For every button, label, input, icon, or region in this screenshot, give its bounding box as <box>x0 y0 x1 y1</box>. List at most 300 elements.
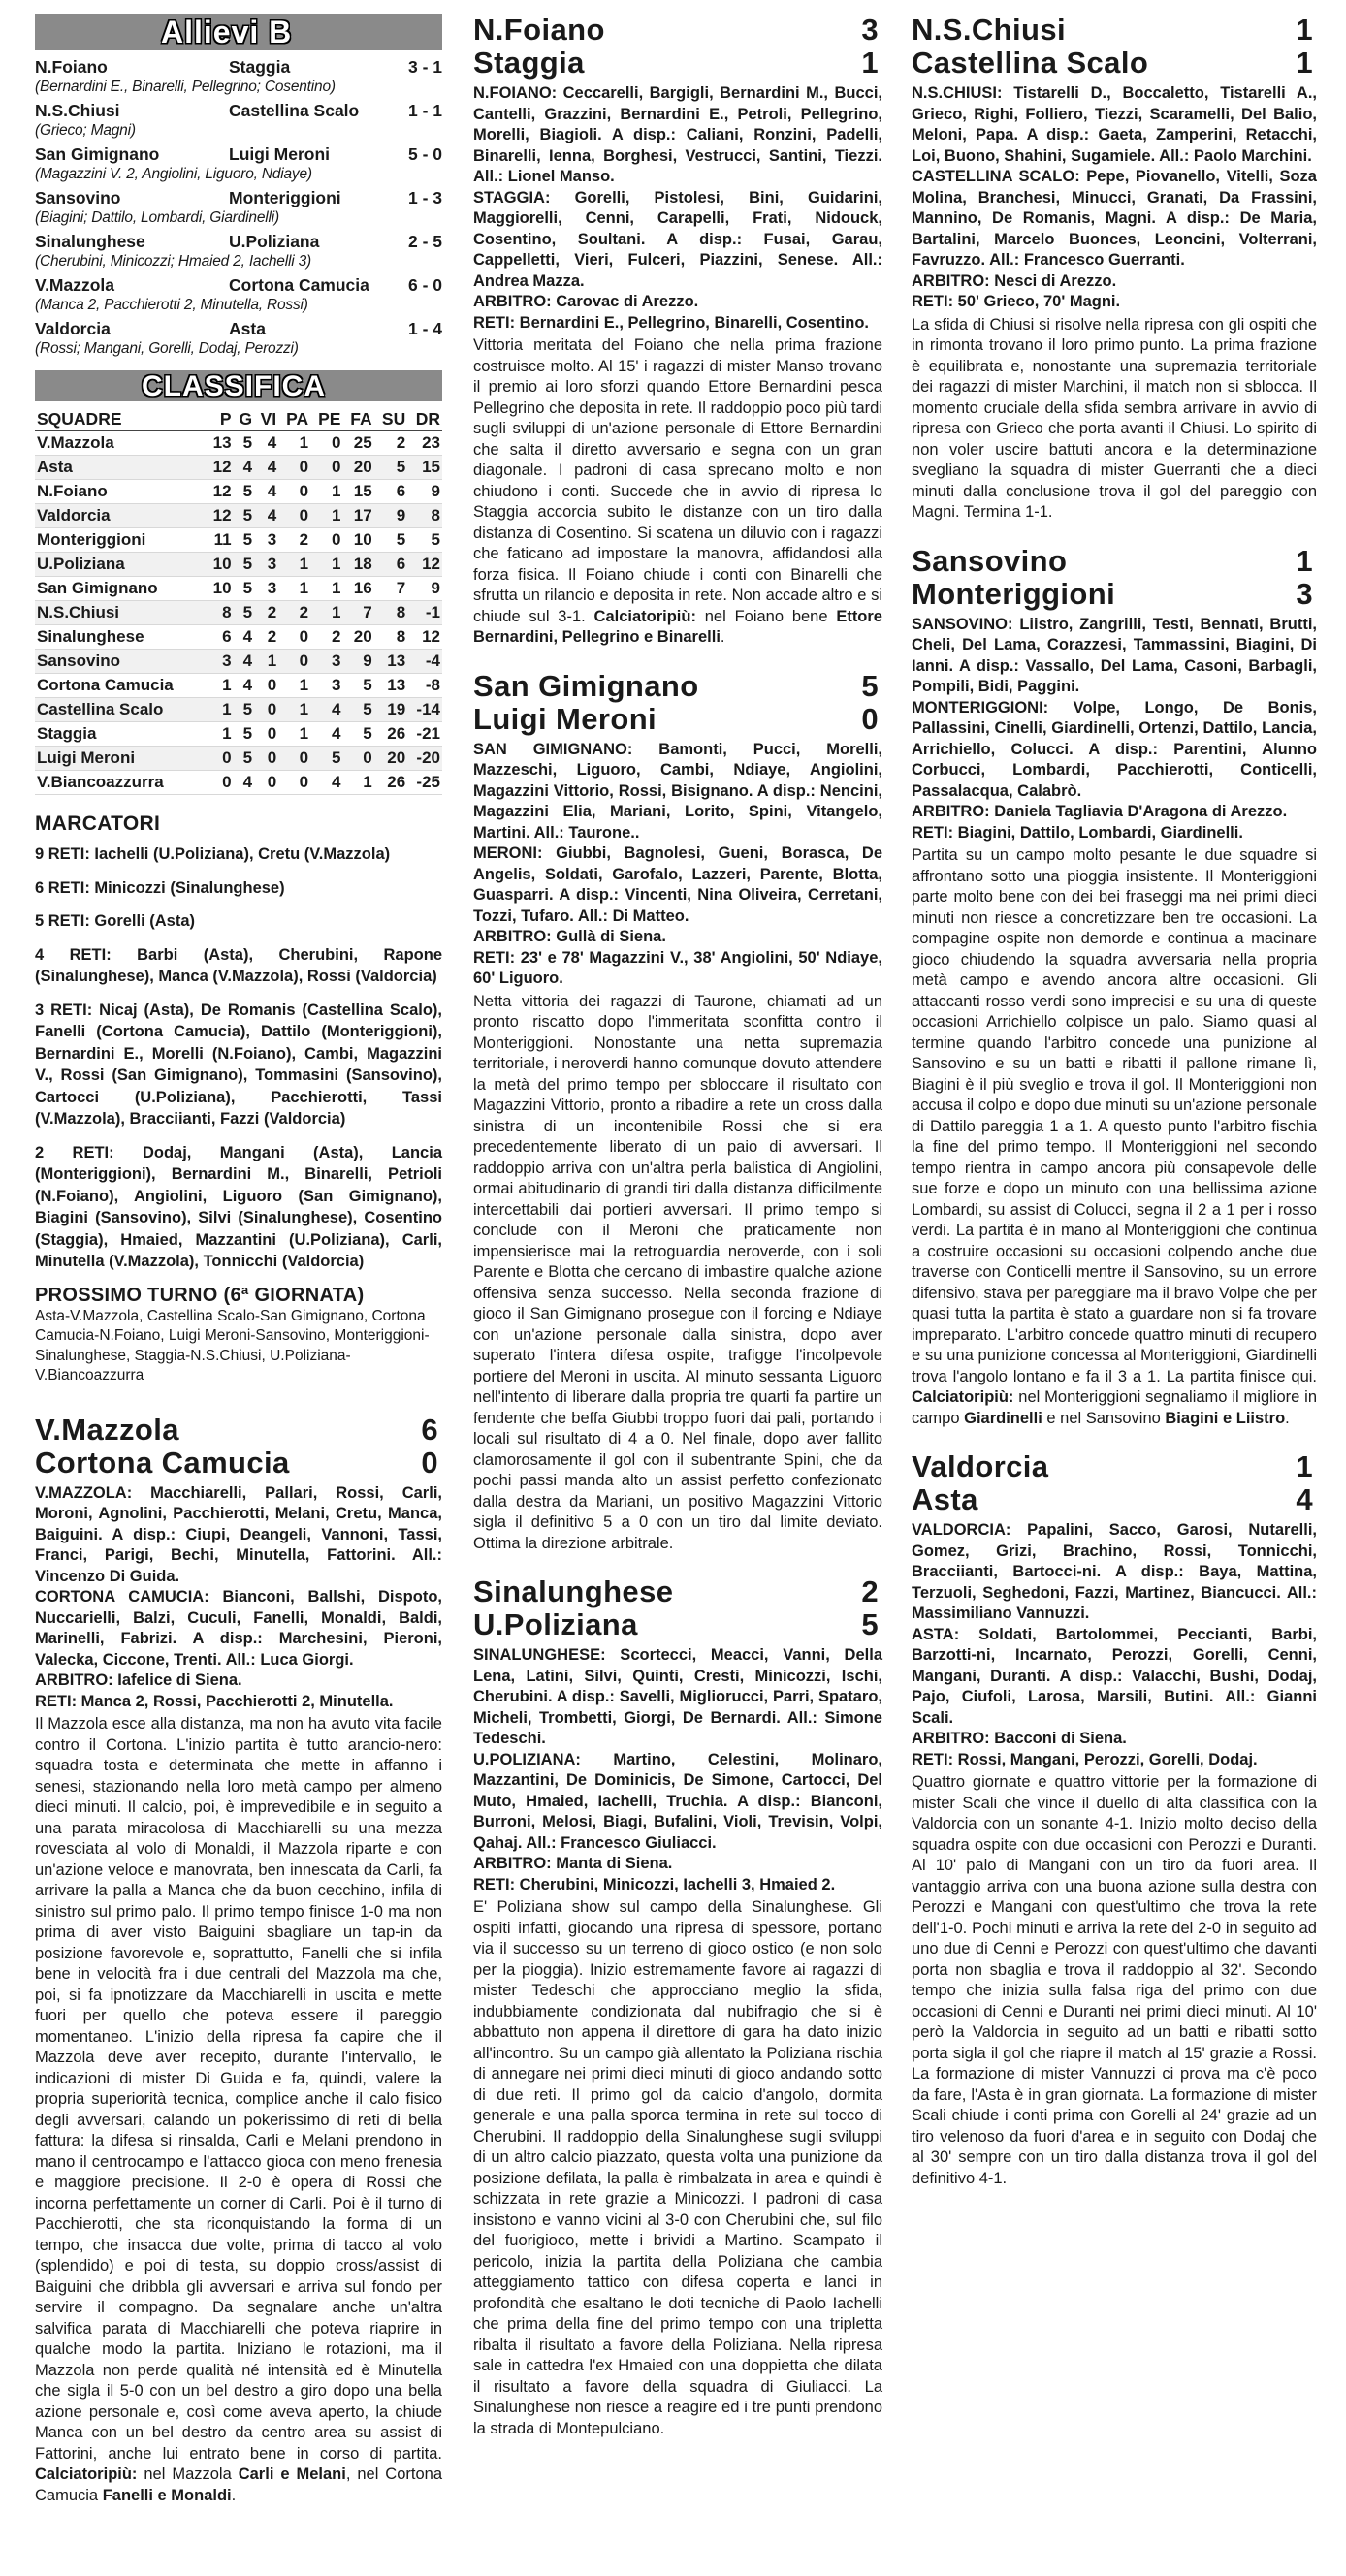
calcio-text: nel Monteriggioni segnaliamo il migliore in campo <box>912 1388 1317 1427</box>
standings-cell: 9 <box>342 650 373 674</box>
standings-cell: 12 <box>207 456 234 480</box>
match-away-line <box>473 47 882 80</box>
standings-cell: 4 <box>254 431 278 456</box>
result-away: Cortona Camucia <box>229 275 369 295</box>
result-home: N.Foiano <box>35 57 108 77</box>
result-item <box>35 318 442 359</box>
standings-cell: 2 <box>278 528 310 553</box>
standings-cell: 9 <box>407 577 442 601</box>
match-home: Sansovino <box>912 543 1068 578</box>
standings-cell: 5 <box>342 674 373 698</box>
standings-cell: 5 <box>342 698 373 722</box>
standings-cell: 4 <box>254 480 278 504</box>
result-home: V.Mazzola <box>35 275 115 295</box>
standings-cell: 1 <box>278 577 310 601</box>
referee: ARBITRO: Gullà di Siena. <box>473 928 666 945</box>
match-away: Staggia <box>473 46 585 80</box>
team-name: Asta <box>35 456 207 480</box>
standings-cell: 1 <box>310 553 342 577</box>
lineup-home: N.FOIANO: Ceccarelli, Bargigli, Bernardini M., Bucci, Cantelli, Grazzini, Bernardini E., Petroli, Pellegrino, Morelli, Biagioli. A disp.: Caliani, Ronzini, Padelli, Binarelli, Ienna, Borghesi, Vestrucci, Santini, Tiezzi. All.: Lionel Manso. <box>473 84 882 185</box>
match-away-line <box>912 578 1317 611</box>
goals: RETI: Biagini, Dattilo, Lombardi, Giardinelli. <box>912 823 1243 842</box>
result-score: 1 - 4 <box>407 319 442 338</box>
match-away-line <box>912 1483 1317 1516</box>
match-away-line <box>912 47 1317 80</box>
calcio-label: Calciatoripiù: <box>35 2465 138 2483</box>
match-away: U.Poliziana <box>473 1607 638 1641</box>
standings-row <box>35 698 442 722</box>
column-right <box>912 14 1317 2210</box>
match-away: Asta <box>912 1482 978 1516</box>
result-home: San Gimignano <box>35 144 160 164</box>
standings-cell: 1 <box>342 771 373 795</box>
standings-cell: 0 <box>278 771 310 795</box>
lineup-away: MERONI: Giubbi, Bagnolesi, Gueni, Borasca, De Angelis, Soldati, Garofalo, Lazzeri, Parente, Blotta, Guasparri. A disp.: Vincenti, Nina Oliveira, Cerretani, Tozzi, Tufaro. All.: Di Matteo. <box>473 844 882 925</box>
calcio-text: nel Foiano bene <box>695 607 837 625</box>
standings-row <box>35 674 442 698</box>
standings-cell: 7 <box>342 601 373 625</box>
match-valdorcia <box>912 1450 1317 2189</box>
standings-cell: 5 <box>407 528 442 553</box>
standings-cell: 0 <box>342 747 373 771</box>
standings-cell: 1 <box>278 722 310 747</box>
prossimo-text: Asta-V.Mazzola, Castellina Scalo-San Gimignano, Cortona Camucia-N.Foiano, Luigi Meroni-Sansovino, Monteriggioni-Sinalunghese, Staggia-N.S.Chiusi, U.Poliziana-V.Biancoazzurra <box>35 1307 430 1383</box>
standings-cell: 1 <box>207 674 234 698</box>
standings-cell: 5 <box>234 480 255 504</box>
standings-cell: 3 <box>207 650 234 674</box>
team-name: San Gimignano <box>35 577 207 601</box>
match-away-line <box>473 703 882 736</box>
standings-cell: 5 <box>234 722 255 747</box>
match-report <box>473 335 882 649</box>
standings-cell: 4 <box>234 674 255 698</box>
result-score: 5 - 0 <box>407 144 442 164</box>
standings-cell: 1 <box>207 698 234 722</box>
standings-cell: 0 <box>207 771 234 795</box>
standings-row <box>35 625 442 650</box>
goals: RETI: Rossi, Mangani, Perozzi, Gorelli, Dodaj. <box>912 1750 1258 1768</box>
team-name: Monteriggioni <box>35 528 207 553</box>
calcio-label: Calciatoripiù: <box>912 1388 1014 1406</box>
col-header: PE <box>310 407 342 431</box>
standings-row <box>35 601 442 625</box>
result-score: 1 - 3 <box>407 188 442 207</box>
standings-cell: 3 <box>310 650 342 674</box>
standings-cell: 15 <box>342 480 373 504</box>
standings-row <box>35 504 442 528</box>
result-score: 2 - 5 <box>407 232 442 251</box>
prossimo-title: PROSSIMO TURNO (6ª GIORNATA) <box>35 1284 365 1306</box>
marcatori-group: 4 RETI: Barbi (Asta), Cherubini, Rapone (Sinalunghese), Manca (V.Mazzola), Rossi (Valdorcia) <box>35 945 442 985</box>
standings-cell: 3 <box>310 674 342 698</box>
standings-cell: 1 <box>278 431 310 456</box>
standings-cell: 1 <box>278 674 310 698</box>
lineup-away: CASTELLINA SCALO: Pepe, Piovanello, Vitelli, Soza Molina, Branchesi, Minucci, Granati, Da Frassini, Mannino, De Romanis, Magni. A disp.: De Maria, Bartalini, Marcelo Buonces, Leoncini, Volterrani, Favruzzo. All.: Francesco Guerranti. <box>912 168 1317 269</box>
standings-row <box>35 553 442 577</box>
referee: ARBITRO: Nesci di Arezzo. <box>912 271 1117 290</box>
standings-cell: 2 <box>310 625 342 650</box>
match-away-score: 0 <box>421 1445 438 1479</box>
team-name: Cortona Camucia <box>35 674 207 698</box>
referee: ARBITRO: Carovac di Arezzo. <box>473 293 699 310</box>
result-home: Sinalunghese <box>35 232 145 251</box>
lineup-away: U.POLIZIANA: Martino, Celestini, Molinaro, Mazzantini, De Dominicis, De Simone, Cartocci, Del Muto, Hmaied, Iachelli, Truchia. A disp.: Bianconi, Burroni, Melosi, Biagi, Bufalini, Violi, Trevisin, Volpi, Qahaj. All.: Francesco Giuliacci. <box>473 1750 882 1852</box>
result-item <box>35 100 442 141</box>
match-away: Luigi Meroni <box>473 701 657 736</box>
classifica-banner <box>35 370 442 401</box>
match-away: Cortona Camucia <box>35 1445 290 1479</box>
match-home: Sinalunghese <box>473 1574 674 1608</box>
result-home: Sansovino <box>35 188 121 207</box>
standings-cell: 6 <box>374 553 408 577</box>
standings-cell: 4 <box>254 456 278 480</box>
standings-header-row <box>35 407 442 431</box>
marcatori-group: 2 RETI: Dodaj, Mangani (Asta), Lancia (Monteriggioni), Bernardini M., Binarelli, Petrioli (N.Foiano), Angiolini, Liguoro (San Gimignano), Biagini (Sansovino), Silvi (Sinalunghese), Cosentino (Staggia), Hmaied, Mazzantini (U.Poliziana), Carli, Minutella (V.Mazzola), Tonnicchi (Valdorcia) <box>35 1143 442 1270</box>
standings-cell: 4 <box>234 771 255 795</box>
match-report: La sfida di Chiusi si risolve nella ripresa con gli ospiti che in rimonta trovano il loro primo punto. La prima frazione è equilibrata e, nonostante una supremazia territoriale dei ragazzi di mister Marchini, il match non si sblocca. Il momento cruciale della sfida sembra arrivare in avvio di ripresa con Grieco che porta avanti il Chiusi. Lo spirito di non voler uscire battuti ancora e la determinazione svegliano la squadra di mister Guerranti che a dieci minuti dalla conclusione trova il gol del pareggio con Magni. Termina 1-1. <box>912 315 1317 521</box>
referee: ARBITRO: Daniela Tagliavia D'Aragona di Arezzo. <box>912 803 1288 820</box>
standings-cell: 1 <box>310 480 342 504</box>
standings-cell: 3 <box>254 553 278 577</box>
match-home-score: 3 <box>861 13 879 47</box>
standings-cell: 9 <box>374 504 408 528</box>
standings-cell: 20 <box>342 625 373 650</box>
standings-cell: 8 <box>374 625 408 650</box>
marcatori-title: MARCATORI <box>35 812 161 835</box>
result-scorers: (Magazzini V. 2, Angiolini, Liguoro, Ndiaye) <box>35 166 312 182</box>
report-text: Partita su un campo molto pesante le due squadre si affrontano sotto una pioggia insistente. Il Monteriggioni parte molto bene con dei bei fraseggi ma nei primi dieci minuti non riesce a concretizzare ben tre occasioni. La compagine ospite non demorde e continua a macinare gioco chiudendo la squadra avversaria nella propria metà campo e avendo ancora altre occasioni. Gli attaccanti rosso verdi sono imprecisi e su una di queste occasioni Arrichiello colpisce un palo. Siamo quasi al termine quando l'arbitro concede una punizione al Sansovino e su un batti e ribatti il pallone rimane lì, Biagini è il più sveglio e trova il gol. Il Monteriggioni non accusa il colpo e dopo due minuti su un'azione personale di Dattilo pareggia 1 a 1. A questo punto l'arbitro fischia la fine del primo tempo. Il Monteriggioni nel secondo tempo rientra in campo ancora più consapevole delle sue forze e dopo un minuto con una bellissima azione Lombardi, su assist di Colucci, segna il 2 a 1 per i rosso verdi. La partita è in mano al Monteriggioni che continua a costruire occasioni su occasioni colpendo anche due traverse con Conticelli mentre il Sansovino, su un errore difensivo, stava per pareggiare ma il bravo Volpe che per quasi tutta la partita è stato a guardare non si fa trovare impreparato. L'arbitro concede quattro minuti di recupero e su una punizione concessa al Monteriggioni, Giardinelli trova l'angolo lontano e fa il 3 a 1. La partita finisce qui. <box>912 846 1317 1385</box>
standings-row <box>35 480 442 504</box>
result-away: U.Poliziana <box>229 232 320 251</box>
result-scorers: (Grieco; Magni) <box>35 122 136 139</box>
standings-cell: 0 <box>310 431 342 456</box>
standings-cell: 5 <box>234 577 255 601</box>
match-away-score: 1 <box>1296 46 1313 80</box>
match-away-line <box>473 1608 882 1641</box>
lineup-home: SANSOVINO: Liistro, Zangrilli, Testi, Bennati, Brutti, Cheli, Del Lama, Corazzesi, Tammassini, Biagini, Di Ianni. A disp.: Vassallo, Del Lama, Casoni, Barbagli, Pompili, Bidi, Paggini. <box>912 615 1317 695</box>
goals: RETI: 50' Grieco, 70' Magni. <box>912 293 1121 310</box>
result-away: Monteriggioni <box>229 188 341 207</box>
standings-cell: 4 <box>310 698 342 722</box>
match-home-score: 6 <box>421 1412 438 1447</box>
team-name: Staggia <box>35 722 207 747</box>
calcio-end: . <box>720 628 725 646</box>
match-home-line <box>912 1450 1317 1483</box>
standings-cell: 12 <box>407 553 442 577</box>
match-sangimignano <box>473 670 882 1555</box>
team-name: V.Mazzola <box>35 431 207 456</box>
match-report: E' Poliziana show sul campo della Sinalunghese. Gli ospiti infatti, giocando una ripresa di spessore, portano via il successo su un terreno di gioco ostico (e non solo per la pioggia). Inizio estremamente favore ai ragazzi di mister Tedeschi che approcciano meglio la sfida, indubbiamente condizionata dal nubifragio che si è abbattuto non appena il direttore di gara ha dato inizio all'incontro. Su un campo già allentato la Poliziana rischia di annegare nei primi dieci minuti di gioco andando sotto di due reti. Il primo gol da calcio d'angolo, dormita generale e una palla sporca termina in rete sul tocco di Cherubini. Il raddoppio della Sinalunghese sugli sviluppi di un altro calcio piazzato, questa volta una punizione da posizione defilata, la palla è rimbalzata in area e quindi è schizzata in rete grazie a Minicozzi. I padroni di casa insistono e vanno vicini al 3-0 con Cherubini che, sul filo del fuorigioco, mette i brividi a Martino. Scampato il pericolo, inizia la partita della Poliziana che cambia atteggiamento tattico con difesa coperta e lanci in profondità che esaltano le doti tecniche di Paolo Iachelli che prima della fine del primo tempo con una tripletta ribalta il risultato a favore della Poliziana. Nella ripresa sale in cattedra l'ex Hmaied con una doppietta che dilata il risultato a favore della squadra di Giuliacci. La Sinalunghese non riesce a reagire ed i tre punti prendono la strada di Montepulciano. <box>473 1898 882 2437</box>
match-report <box>35 1714 442 2506</box>
match-sinalunghese <box>473 1575 882 2439</box>
standings-cell: 5 <box>234 601 255 625</box>
standings-table <box>35 407 442 795</box>
standings-cell: 4 <box>310 722 342 747</box>
col-header: P <box>207 407 234 431</box>
calcio-names2: Fanelli e Monaldi <box>102 2486 232 2504</box>
col-header: G <box>234 407 255 431</box>
standings-row <box>35 650 442 674</box>
marcatori-group: 3 RETI: Nicaj (Asta), De Romanis (Castellina Scalo), Fanelli (Cortona Camucia), Dattilo (Monteriggioni), Bernardini E., Morelli (N.Foiano), Cambi, Magazzini V., Rossi (San Gimignano), Tommasini (Sansovino), Cartocci (U.Poliziana), Pacchierotti, Tassi (V.Mazzola), Bracciianti, Fazzi (Valdorcia) <box>35 1001 442 1128</box>
lineup-away: STAGGIA: Gorelli, Pistolesi, Bini, Guidarini, Maggiorelli, Cenni, Carapelli, Frati, Nidouck, Cosentino, Soultani. A disp.: Fusai, Garau, Cappelletti, Vieri, Fulceri, Piazzini, Senese. All.: Andrea Mazza. <box>473 188 882 290</box>
match-home-score: 5 <box>861 668 879 703</box>
result-item <box>35 231 442 271</box>
standings-cell: 0 <box>254 698 278 722</box>
result-score: 6 - 0 <box>407 275 442 295</box>
match-home: N.S.Chiusi <box>912 13 1067 47</box>
standings-cell: 4 <box>234 456 255 480</box>
calcio-end: . <box>231 2486 237 2504</box>
result-away: Staggia <box>229 57 291 77</box>
match-away-score: 3 <box>1296 576 1313 611</box>
standings-cell: 3 <box>254 528 278 553</box>
standings-cell: 5 <box>234 504 255 528</box>
team-name: U.Poliziana <box>35 553 207 577</box>
team-name: V.Biancoazzurra <box>35 771 207 795</box>
standings-cell: 1 <box>207 722 234 747</box>
team-name: Sinalunghese <box>35 625 207 650</box>
result-score: 3 - 1 <box>407 57 442 77</box>
standings-cell: 5 <box>310 747 342 771</box>
calcio-text: nel Mazzola <box>137 2465 239 2483</box>
marcatori-group: 9 RETI: Iachelli (U.Poliziana), Cretu (V.Mazzola) <box>35 845 391 863</box>
match-away: Monteriggioni <box>912 576 1116 611</box>
referee: ARBITRO: Manta di Siena. <box>473 1855 673 1872</box>
calcio-label: Calciatoripiù: <box>593 607 696 625</box>
result-away: Castellina Scalo <box>229 101 360 120</box>
match-away-score: 4 <box>1296 1482 1313 1516</box>
referee: ARBITRO: Iafelice di Siena. <box>35 1671 242 1689</box>
team-name: N.Foiano <box>35 480 207 504</box>
standings-cell: 0 <box>278 625 310 650</box>
match-away-score: 1 <box>861 46 879 80</box>
standings-cell: 13 <box>207 431 234 456</box>
col-header: FA <box>342 407 373 431</box>
goals: RETI: Cherubini, Minicozzi, Iachelli 3, Hmaied 2. <box>473 1875 836 1893</box>
standings-cell: 5 <box>234 528 255 553</box>
result-item <box>35 143 442 184</box>
report-text: Vittoria meritata del Foiano che nella prima frazione costruisce molto. Al 15' i ragazzi di mister Manso trovano il premio ai loro sforzi quando Ettore Bernardini pesca Pellegrino che deposita in rete. Il raddoppio poco più tardi sugli sviluppi di un'azione personale di Ettore Bernardini che salta il diretto avversario e segna con un gran diagonale. I padroni di casa sprecano molto e non chiudono i conti. Succede che in avvio di ripresa lo Staggia accorcia subito le distanze con un tiro dalla distanza di Cosentino. Si scatena un diluvio con i ragazzi che faticano ad impostare la manovra, affidandosi alla forza fisica. Il Foiano chiude i conti con Binarelli che sfrutta un rilancio e deposita in rete. Non accade altro e si chiude sul 3-1. <box>473 336 882 625</box>
result-scorers: (Manca 2, Pacchierotti 2, Minutella, Rossi) <box>35 297 308 313</box>
standings-cell: 26 <box>374 722 408 747</box>
standings-cell: 0 <box>254 771 278 795</box>
calcio-names: Giardinelli <box>964 1409 1042 1427</box>
result-home: Valdorcia <box>35 319 111 338</box>
standings-cell: 6 <box>374 480 408 504</box>
marcatori-list <box>35 843 442 1273</box>
standings-cell: 6 <box>207 625 234 650</box>
standings-cell: 1 <box>310 577 342 601</box>
match-report <box>912 845 1317 1429</box>
lineup-home: SAN GIMIGNANO: Bamonti, Pucci, Morelli, Mazzeschi, Liguoro, Cambi, Ndiaye, Angiolini, Magazzini Vittorio, Rossi, Bisignano. A disp.: Nencini, Magazzini Elia, Mariani, Lorito, Spini, Vitangelo, Martini. All.: Taurone.. <box>473 740 882 842</box>
result-item <box>35 274 442 315</box>
standings-row <box>35 456 442 480</box>
standings-cell: 17 <box>342 504 373 528</box>
team-name: Valdorcia <box>35 504 207 528</box>
lineup-home: VALDORCIA: Papalini, Sacco, Garosi, Nutarelli, Gomez, Grizi, Brachino, Rossi, Tonnicchi, Bracciianti, Bartocci-ni. A disp.: Baya, Mattina, Terzuoli, Seghedoni, Fazzi, Martinez, Biancucci. All.: Massimiliano Vannuzzi. <box>912 1521 1317 1622</box>
col-header: VI <box>254 407 278 431</box>
results-list <box>35 56 442 359</box>
standings-row <box>35 722 442 747</box>
result-item <box>35 56 442 97</box>
standings-cell: 18 <box>342 553 373 577</box>
standings-cell: 10 <box>207 553 234 577</box>
column-middle <box>473 14 882 2461</box>
allievi-title: Allievi B <box>161 15 293 49</box>
standings-cell: 16 <box>342 577 373 601</box>
result-away: Asta <box>229 319 266 338</box>
lineup-away: MONTERIGGIONI: Volpe, Longo, De Bonis, Pallassini, Cinelli, Giardinelli, Ortenzi, Dattilo, Lancia, Arrichiello, Colucci. A disp.: Parentini, Alunno Corbucci, Lombardi, Pacchierotti, Conticelli, Passalacqua, Calabrò. <box>912 698 1317 800</box>
marcatori-group: 5 RETI: Gorelli (Asta) <box>35 912 196 930</box>
match-home-line <box>473 1575 882 1608</box>
standings-row <box>35 771 442 795</box>
goals: RETI: Manca 2, Rossi, Pacchierotti 2, Minutella. <box>35 1692 394 1710</box>
standings-cell: 2 <box>254 601 278 625</box>
match-home-score: 1 <box>1296 13 1313 47</box>
team-name: Sansovino <box>35 650 207 674</box>
standings-cell: -1 <box>407 601 442 625</box>
team-name: N.S.Chiusi <box>35 601 207 625</box>
standings-cell: 4 <box>254 504 278 528</box>
marcatori-group: 6 RETI: Minicozzi (Sinalunghese) <box>35 878 285 897</box>
standings-cell: 0 <box>278 480 310 504</box>
result-item <box>35 187 442 228</box>
calcio-names: Carli e Melani <box>238 2465 346 2483</box>
standings-cell: 10 <box>207 577 234 601</box>
lineup-home: SINALUNGHESE: Scortecci, Meacci, Vanni, Della Lena, Latini, Silvi, Quinti, Cresti, Minicozzi, Ischi, Cherubini. A disp.: Savelli, Migliorucci, Parri, Spataro, Micheli, Trombetti, Giorgi, De Bernardi. All.: Simone Tedeschi. <box>473 1646 882 1747</box>
standings-cell: 2 <box>374 431 408 456</box>
match-home: San Gimignano <box>473 668 699 703</box>
standings-cell: 12 <box>207 480 234 504</box>
standings-cell: 1 <box>278 698 310 722</box>
standings-row <box>35 747 442 771</box>
result-score: 1 - 1 <box>407 101 442 120</box>
standings-cell: 0 <box>254 747 278 771</box>
lineup-home: V.MAZZOLA: Macchiarelli, Pallari, Rossi, Carli, Moroni, Agnolini, Pacchierotti, Melani, Cretu, Manca, Baiguini. A disp.: Ciupi, Deangeli, Vannoni, Tassi, Franci, Parigi, Bechi, Minutella, Fattorini. All.: Vincenzo Di Guida. <box>35 1483 442 1585</box>
referee: ARBITRO: Bacconi di Siena. <box>912 1730 1127 1747</box>
standings-body <box>35 431 442 795</box>
calcio-names: Ettore Bernardini, Pellegrino e Binarelli <box>473 607 882 646</box>
result-scorers: (Rossi; Mangani, Gorelli, Dodaj, Perozzi) <box>35 340 299 357</box>
standings-cell: 5 <box>234 431 255 456</box>
match-away: Castellina Scalo <box>912 46 1149 80</box>
standings-row <box>35 528 442 553</box>
standings-cell: 20 <box>374 747 408 771</box>
standings-cell: 10 <box>342 528 373 553</box>
calcio-tail: , nel Cortona Camucia <box>35 2465 442 2504</box>
goals: RETI: 23' e 78' Magazzini V., 38' Angiolini, 50' Ndiaye, 60' Liguoro. <box>473 948 882 987</box>
standings-cell: 0 <box>278 650 310 674</box>
report-text: Il Mazzola esce alla distanza, ma non ha avuto vita facile contro il Cortona. L'inizio partita è tutto arancio-nero: squadra tosta e determinata che mette in affanno i senesi, stazionando nella loro metà campo per almeno dieci minuti. Il calcio, poi, è imprevedibile e in seguito a una parata miracolosa di Macchiarelli su una mezza rovesciata al volo di Monaldi, il Mazzola riparte e con un'azione veloce e manovrata, ben innescata da Carli, fa arrivare la palla a Manca che da buon cecchino, infila di sinistro sul primo palo. Il primo tempo finisce 1-0 ma non prima di aver visto Baiguini sbagliare un tap-in da posizione favorevole e, soprattutto, Fanelli che si infila bene in velocità fra i due centrali del Mazzola ma che, poi, si fa ipnotizzare da Macchiarelli in uscita e mette fuori per quello che poteva essere il pareggio momentaneo. L'inizio della ripresa fa capire che il Mazzola deve aver recepito, durante l'intervallo, le indicazioni di mister Di Guida e fa, quindi, valere la propria superiorità tecnica, complice anche il calo fisico degli avversari, calando un pokerissimo di reti di bella fattura: la difesa si rinsalda, Carli e Melani prendono in mano il centrocampo e l'attacco gioca con meno frenesia e maggiore precisione. Il 2-0 è opera di Rossi che incorna perfettamente un corner di Carli. Poi è il turno di Pacchierotti, che sta riconquistando la forma di un tempo, che insacca due volte, prima di tacco al volo (splendido) e poi di testa, su doppio cross/assist di Baiguini che dribbla gli avversari e arriva sul fondo per servire il compagno. Da segnalare anche un'altra salvifica parata di Macchiarelli che poteva riaprire in qualche modo la partita. Iniziano le rotazioni, ma il Mazzola non perde qualità né intensità ed è Minutella che sigla il 5-0 con un bel destro a giro dopo una bella azione personale e, così come aveva aperto, la chiude Manca con un bel destro da centro area su assist di Fattorini, anche lui entrato bene in corso di partita. <box>35 1715 442 2463</box>
standings-cell: 12 <box>207 504 234 528</box>
standings-cell: -21 <box>407 722 442 747</box>
standings-cell: 4 <box>310 771 342 795</box>
calcio-names2: Biagini e Liistro <box>1165 1409 1286 1427</box>
standings-cell: 8 <box>407 504 442 528</box>
match-home-score: 1 <box>1296 1449 1313 1483</box>
standings-cell: -8 <box>407 674 442 698</box>
column-left <box>35 14 442 2528</box>
result-scorers: (Bernardini E., Binarelli, Pellegrino; Cosentino) <box>35 79 336 95</box>
standings-cell: 0 <box>310 528 342 553</box>
standings-cell: 5 <box>234 698 255 722</box>
match-away-score: 5 <box>861 1607 879 1641</box>
match-home-line <box>912 14 1317 47</box>
match-home: V.Mazzola <box>35 1412 179 1447</box>
standings-cell: 2 <box>278 601 310 625</box>
standings-cell: 4 <box>234 625 255 650</box>
standings-cell: 1 <box>310 504 342 528</box>
standings-cell: 15 <box>407 456 442 480</box>
result-scorers: (Cherubini, Minicozzi; Hmaied 2, Iachelli 3) <box>35 253 311 270</box>
col-header: DR <box>407 407 442 431</box>
match-home-score: 1 <box>1296 543 1313 578</box>
match-home-line <box>912 545 1317 578</box>
col-header: PA <box>278 407 310 431</box>
match-home-line <box>35 1414 442 1447</box>
calcio-end: . <box>1285 1409 1290 1427</box>
result-home: N.S.Chiusi <box>35 101 120 120</box>
standings-cell: 0 <box>278 747 310 771</box>
result-away: Luigi Meroni <box>229 144 331 164</box>
col-header: SU <box>374 407 408 431</box>
standings-cell: 1 <box>254 650 278 674</box>
standings-cell: -4 <box>407 650 442 674</box>
standings-cell: 8 <box>207 601 234 625</box>
standings-cell: 5 <box>342 722 373 747</box>
standings-cell: 20 <box>342 456 373 480</box>
match-mazzola <box>35 1414 442 2507</box>
match-chiusi <box>912 14 1317 524</box>
match-away-score: 0 <box>861 701 879 736</box>
match-away-line <box>35 1447 442 1479</box>
col-header: SQUADRE <box>35 407 207 431</box>
standings-cell: 0 <box>207 747 234 771</box>
standings-cell: 2 <box>254 625 278 650</box>
standings-cell: 1 <box>310 601 342 625</box>
match-foiano <box>473 14 882 649</box>
match-home-line <box>473 14 882 47</box>
match-sansovino <box>912 545 1317 1430</box>
standings-cell: 1 <box>278 553 310 577</box>
lineup-away: ASTA: Soldati, Bartolommei, Peccianti, Barbi, Barzotti-ni, Incarnato, Perozzi, Gorelli, Cenni, Mangani, Duranti. A disp.: Valacchi, Bushi, Dodaj, Pajo, Ciufoli, Larosa, Marsili, Butini. All.: Gianni Scali. <box>912 1625 1317 1727</box>
standings-row <box>35 431 442 456</box>
standings-cell: 11 <box>207 528 234 553</box>
standings-cell: 5 <box>374 528 408 553</box>
calcio-tail: e nel Sansovino <box>1042 1409 1166 1427</box>
match-home-line <box>473 670 882 703</box>
standings-cell: 0 <box>254 674 278 698</box>
match-home: Valdorcia <box>912 1449 1049 1483</box>
standings-cell: 25 <box>342 431 373 456</box>
standings-cell: 0 <box>310 456 342 480</box>
standings-cell: 5 <box>234 747 255 771</box>
standings-cell: 0 <box>278 504 310 528</box>
standings-cell: 4 <box>234 650 255 674</box>
standings-cell: 12 <box>407 625 442 650</box>
standings-cell: 3 <box>254 577 278 601</box>
standings-cell: 19 <box>374 698 408 722</box>
match-report: Netta vittoria dei ragazzi di Taurone, chiamati ad un pronto riscatto dopo l'immeritata sconfitta contro il Monteriggioni. Nonostante una netta supremazia territoriale, i neroverdi hanno comunque dovuto attendere la metà del primo tempo per sbloccare il risultato con Magazzini Vittorio, pronto a ribadire a rete un cross dalla sinistra di un incontenibile Rossi che si era precedentemente liberato di un paio di avversari. Il raddoppio arriva con un'altra perla balistica di Angiolini, ormai abitudinario di grandi tiri dalla distanza difficilmente intercettabili dai portieri avversari. Il primo tempo si conclude con il Meroni che praticamente non impensierisce mai la retroguardia neroverde, con i soli Parente e Blotta che cercano di imbastire qualche azione offensiva senza successo. Nella seconda frazione di gioco il San Gimignano prosegue con il forcing e Ndiaye con un'azione personale dalla sinistra, dopo aver superato l'intera difesa ospite, trafigge l'incolpevole portiere del Meroni in uscita. Al minuto sessanta Liguoro nell'intento di liberare dalla propria tre quarti fa partire un fendente che beffa Giubbi troppo fuori dai pali, portando i locali sul risultato di 4 a 0. Nel finale, dopo aver fallito clamorosamente il gol con il subentrante Spini, che da pochi passi manda alto un assist perfetto confezionato dalla destra da Mariani, un positivo Magazzini Vittorio sigla il definitivo 5 a 0 con un tiro dal limite deviato. Ottima la direzione arbitrale. <box>473 992 882 1552</box>
standings-cell: 0 <box>278 456 310 480</box>
standings-cell: -14 <box>407 698 442 722</box>
match-home: N.Foiano <box>473 13 605 47</box>
standings-cell: 8 <box>374 601 408 625</box>
team-name: Castellina Scalo <box>35 698 207 722</box>
standings-cell: 0 <box>254 722 278 747</box>
standings-cell: 5 <box>234 553 255 577</box>
classifica-title: CLASSIFICA <box>142 370 326 402</box>
